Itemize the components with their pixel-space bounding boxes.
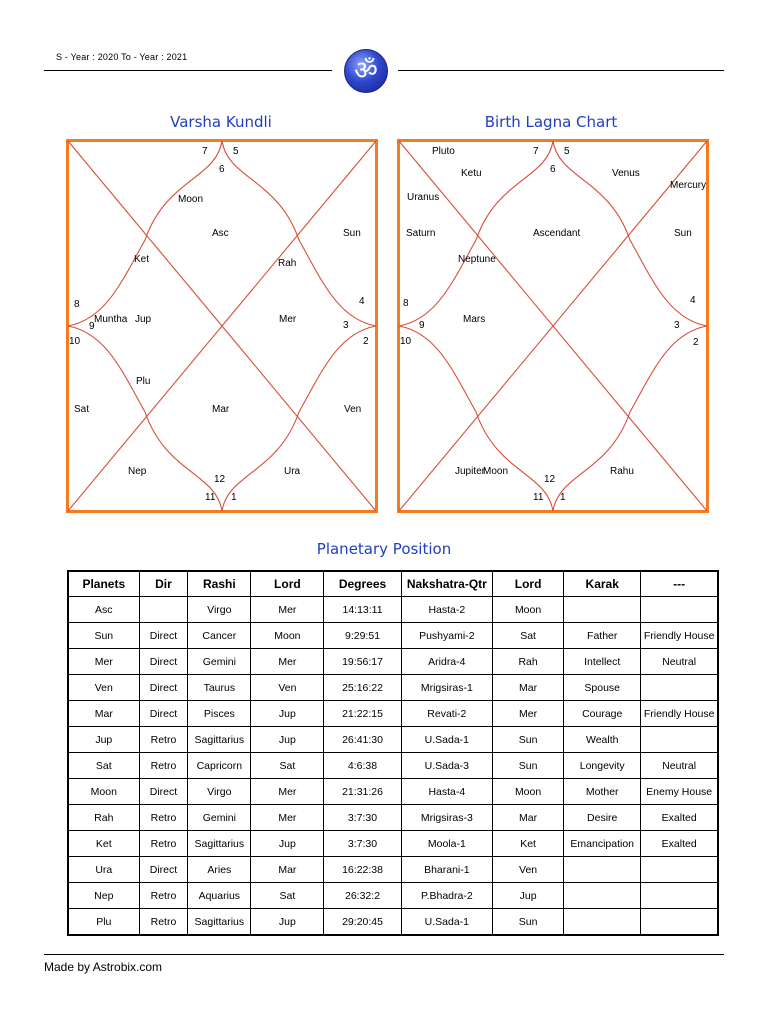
column-header: --- [641, 571, 718, 597]
table-cell: Longevity [564, 753, 641, 779]
table-row [68, 753, 718, 779]
varsha-kundli-chart [66, 139, 378, 513]
house-number: 5 [564, 146, 570, 157]
planet-label: Asc [212, 228, 229, 239]
table-cell: Sat [493, 623, 564, 649]
table-cell: Ven [68, 675, 139, 701]
table-cell: Spouse [564, 675, 641, 701]
table-cell: Intellect [564, 649, 641, 675]
table-cell: Mer [251, 779, 324, 805]
column-header: Lord [493, 571, 564, 597]
house-number: 12 [544, 474, 556, 485]
planet-label: Sun [343, 228, 361, 239]
table-cell [564, 883, 641, 909]
table-cell: Mar [493, 675, 564, 701]
planet-label: Ascendant [533, 228, 581, 239]
table-cell: Aries [188, 857, 251, 883]
table-cell: Retro [139, 727, 188, 753]
table-cell: Friendly House [641, 623, 718, 649]
table-row [68, 909, 718, 936]
table-row [68, 779, 718, 805]
house-number: 4 [359, 296, 365, 307]
table-cell: Retro [139, 883, 188, 909]
table-cell: Mer [68, 649, 139, 675]
table-cell: 3:7:30 [324, 831, 401, 857]
table-cell: Gemini [188, 649, 251, 675]
planet-label: Nep [128, 466, 147, 477]
house-number: 2 [363, 336, 369, 347]
table-cell: Ket [493, 831, 564, 857]
house-number: 3 [674, 320, 680, 331]
table-cell: Retro [139, 831, 188, 857]
planet-label: Rah [278, 258, 297, 269]
table-cell: Mar [493, 805, 564, 831]
house-number: 1 [560, 492, 566, 503]
table-row [68, 701, 718, 727]
table-cell: Moon [493, 779, 564, 805]
table-cell: 26:32:2 [324, 883, 401, 909]
table-cell: 9:29:51 [324, 623, 401, 649]
table-cell: U.Sada-3 [401, 753, 492, 779]
column-header: Nakshatra-Qtr [401, 571, 492, 597]
house-number: 3 [343, 320, 349, 331]
table-row [68, 857, 718, 883]
table-row [68, 649, 718, 675]
column-header: Lord [251, 571, 324, 597]
table-cell [641, 883, 718, 909]
planet-label: Ketu [461, 168, 482, 179]
table-cell: Friendly House [641, 701, 718, 727]
table-row [68, 831, 718, 857]
table-cell: Virgo [188, 779, 251, 805]
table-cell [564, 909, 641, 936]
planet-label: Rahu [610, 466, 634, 477]
planet-label: Mer [279, 314, 297, 325]
planet-label: Mars [463, 314, 486, 325]
table-row [68, 597, 718, 623]
table-cell: 21:22:15 [324, 701, 401, 727]
om-icon: ॐ [344, 49, 388, 93]
header-rule-right [398, 70, 724, 71]
planet-label: Ket [134, 254, 150, 265]
table-cell [641, 675, 718, 701]
table-cell: Mer [251, 649, 324, 675]
planet-label: Jup [135, 314, 152, 325]
table-header-row [68, 571, 718, 597]
table-cell: 25:16:22 [324, 675, 401, 701]
table-cell: Sagittarius [188, 909, 251, 936]
table-cell: Enemy House [641, 779, 718, 805]
table-cell: Jup [251, 701, 324, 727]
birth-lagna-chart [397, 139, 709, 513]
planet-label: Pluto [432, 146, 455, 157]
table-cell: Wealth [564, 727, 641, 753]
column-header: Dir [139, 571, 188, 597]
table-cell: Neutral [641, 649, 718, 675]
table-cell: Exalted [641, 831, 718, 857]
table-cell: Cancer [188, 623, 251, 649]
table-cell: 26:41:30 [324, 727, 401, 753]
table-cell: Direct [139, 675, 188, 701]
table-cell: Sat [68, 753, 139, 779]
table-cell: Courage [564, 701, 641, 727]
table-row [68, 883, 718, 909]
table-cell: Taurus [188, 675, 251, 701]
table-cell: Mer [493, 701, 564, 727]
table-cell: Jup [251, 831, 324, 857]
table-cell: Direct [139, 779, 188, 805]
table-cell [139, 597, 188, 623]
house-number: 11 [533, 492, 544, 503]
table-cell: Hasta-2 [401, 597, 492, 623]
planet-label: Mercury [670, 180, 707, 191]
planet-label: Ura [284, 466, 301, 477]
house-number: 9 [419, 320, 425, 331]
table-cell: Jup [251, 909, 324, 936]
house-number: 6 [219, 164, 225, 175]
house-number: 1 [231, 492, 237, 503]
table-cell: 19:56:17 [324, 649, 401, 675]
table-cell: Mother [564, 779, 641, 805]
table-cell: U.Sada-1 [401, 727, 492, 753]
planetary-position-title: Planetary Position [316, 540, 452, 558]
table-cell: 29:20:45 [324, 909, 401, 936]
table-cell: Jup [493, 883, 564, 909]
house-number: 8 [403, 298, 409, 309]
header-rule-left [44, 70, 332, 71]
table-cell: Nep [68, 883, 139, 909]
house-number: 5 [233, 146, 239, 157]
table-cell: Gemini [188, 805, 251, 831]
planet-label: Venus [612, 168, 640, 179]
table-cell: Retro [139, 753, 188, 779]
table-cell: Sun [68, 623, 139, 649]
table-cell: Father [564, 623, 641, 649]
table-cell: Retro [139, 909, 188, 936]
footer-rule [44, 954, 724, 955]
table-cell: Mar [68, 701, 139, 727]
table-cell: Desire [564, 805, 641, 831]
column-header: Planets [68, 571, 139, 597]
varsha-kundli-title: Varsha Kundli [170, 113, 272, 131]
table-cell: Sun [493, 753, 564, 779]
table-cell: 3:7:30 [324, 805, 401, 831]
table-row [68, 805, 718, 831]
house-number: 10 [69, 336, 81, 347]
column-header: Degrees [324, 571, 401, 597]
table-body [68, 597, 718, 936]
table-cell: Bharani-1 [401, 857, 492, 883]
table-cell: Direct [139, 701, 188, 727]
table-cell [564, 857, 641, 883]
table-cell: Mer [251, 805, 324, 831]
house-number: 8 [74, 299, 80, 310]
table-cell: Jup [251, 727, 324, 753]
table-cell: Pisces [188, 701, 251, 727]
planet-label: Sun [674, 228, 692, 239]
table-cell: Pushyami-2 [401, 623, 492, 649]
table-cell: Direct [139, 649, 188, 675]
table-cell: Mrigsiras-3 [401, 805, 492, 831]
table-row [68, 727, 718, 753]
table-cell [564, 597, 641, 623]
table-cell: Direct [139, 623, 188, 649]
table-cell: Sun [493, 727, 564, 753]
planet-label: Mar [212, 404, 230, 415]
planet-label: Sat [74, 404, 90, 415]
house-number: 7 [202, 146, 208, 157]
table-cell: 21:31:26 [324, 779, 401, 805]
planet-label: Saturn [406, 228, 436, 239]
table-cell: Emancipation [564, 831, 641, 857]
table-cell: Moon [68, 779, 139, 805]
table-cell: Jup [68, 727, 139, 753]
table-cell: Ura [68, 857, 139, 883]
house-number: 10 [400, 336, 412, 347]
table-cell: Ket [68, 831, 139, 857]
table-cell: Ven [251, 675, 324, 701]
house-number: 11 [205, 492, 216, 503]
table-cell: Rah [68, 805, 139, 831]
table-cell: Aridra-4 [401, 649, 492, 675]
table-cell: Direct [139, 857, 188, 883]
table-cell: Moon [251, 623, 324, 649]
column-header: Rashi [188, 571, 251, 597]
planetary-position-table [67, 570, 719, 936]
table-cell: Aquarius [188, 883, 251, 909]
table-cell: Sat [251, 753, 324, 779]
table-cell: U.Sada-1 [401, 909, 492, 936]
planet-label: Ven [344, 404, 362, 415]
table-cell: Sun [493, 909, 564, 936]
report-period: S - Year : 2020 To - Year : 2021 [56, 52, 188, 62]
table-cell: P.Bhadra-2 [401, 883, 492, 909]
house-number: 6 [550, 164, 556, 175]
table-cell: Hasta-4 [401, 779, 492, 805]
table-cell: Mrigsiras-1 [401, 675, 492, 701]
planet-label: Neptune [458, 254, 496, 265]
house-number: 4 [690, 295, 696, 306]
house-number: 9 [89, 321, 95, 332]
table-cell: Virgo [188, 597, 251, 623]
table-cell [641, 727, 718, 753]
table-cell: Moon [493, 597, 564, 623]
planet-label: Muntha [94, 314, 128, 325]
footer-credit: Made by Astrobix.com [44, 960, 163, 974]
table-cell: Retro [139, 805, 188, 831]
table-cell: Asc [68, 597, 139, 623]
planet-label: Plu [136, 376, 151, 387]
table-cell: Neutral [641, 753, 718, 779]
table-row [68, 623, 718, 649]
table-row [68, 675, 718, 701]
table-cell: Moola-1 [401, 831, 492, 857]
table-cell: Capricorn [188, 753, 251, 779]
table-cell: Sat [251, 883, 324, 909]
table-cell [641, 909, 718, 936]
table-cell: Mer [251, 597, 324, 623]
planet-label: Moon [483, 466, 509, 477]
table-cell [641, 597, 718, 623]
house-number: 7 [533, 146, 539, 157]
house-number: 2 [693, 337, 699, 348]
table-cell: 4:6:38 [324, 753, 401, 779]
planet-label: Uranus [407, 192, 440, 203]
table-cell: Rah [493, 649, 564, 675]
planet-label: Jupiter [455, 466, 486, 477]
table-cell: Exalted [641, 805, 718, 831]
table-cell: Revati-2 [401, 701, 492, 727]
table-cell: Ven [493, 857, 564, 883]
table-cell: 14:13:11 [324, 597, 401, 623]
table-cell: Sagittarius [188, 727, 251, 753]
table-cell: Sagittarius [188, 831, 251, 857]
table-cell: Plu [68, 909, 139, 936]
table-cell: 16:22:38 [324, 857, 401, 883]
table-cell: Mar [251, 857, 324, 883]
house-number: 12 [214, 474, 226, 485]
birth-lagna-chart-title: Birth Lagna Chart [484, 113, 618, 131]
planet-label: Moon [178, 194, 204, 205]
table-cell [641, 857, 718, 883]
column-header: Karak [564, 571, 641, 597]
